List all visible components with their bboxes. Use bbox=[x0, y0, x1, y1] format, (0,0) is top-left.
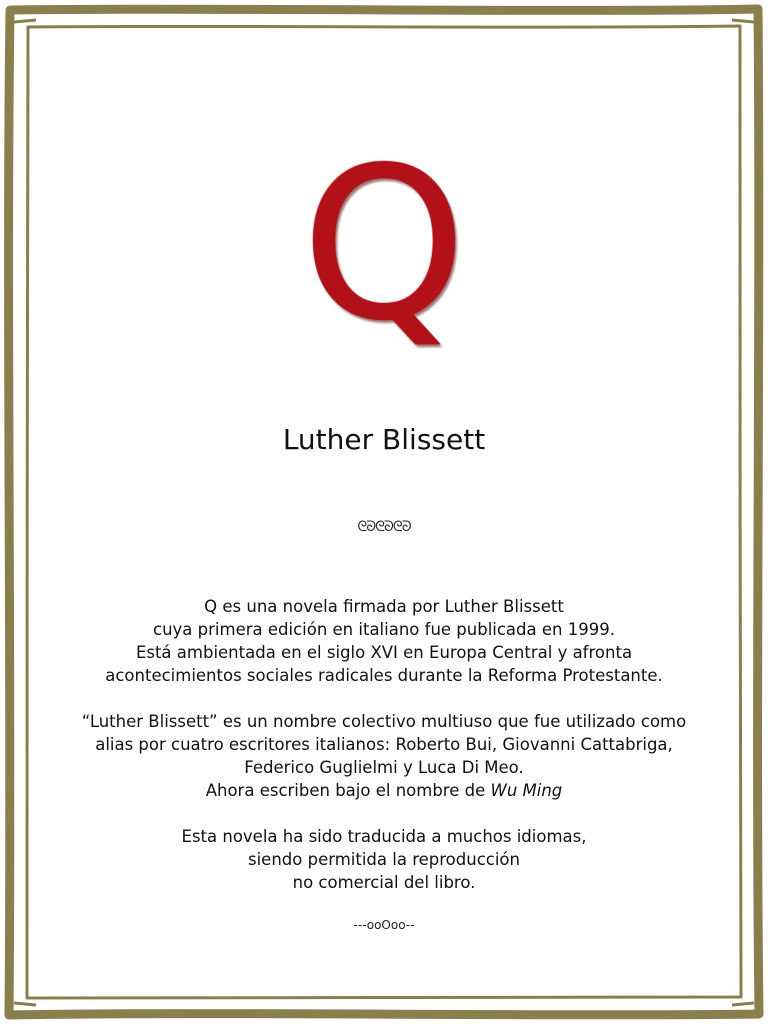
description-line: Está ambientada en el siglo XVI en Europa Central y afronta bbox=[135, 643, 633, 662]
description-line: siendo permitida la reproducción bbox=[248, 850, 520, 869]
description-line: Esta novela ha sido traducida a muchos idiomas, bbox=[181, 827, 587, 846]
pen-name-emphasis: Wu Ming bbox=[490, 781, 563, 800]
ornament-divider: ᘓᘐᘓᘐᘓᘐ bbox=[357, 519, 411, 535]
description-line: no comercial del libro. bbox=[292, 873, 476, 892]
description-text bbox=[60, 595, 708, 917]
description-line-wu-ming bbox=[60, 779, 708, 802]
description-line: acontecimientos sociales radicales durante la Reforma Protestante. bbox=[105, 666, 663, 685]
description-line-prefix: Ahora escriben bajo el nombre de bbox=[205, 781, 491, 800]
author-name: Luther Blissett bbox=[282, 423, 486, 456]
description-line: cuya primera edición en italiano fue publicada en 1999. bbox=[153, 620, 615, 639]
description-paragraph-3 bbox=[60, 825, 708, 894]
description-paragraph-2 bbox=[60, 710, 708, 802]
description-paragraph-1 bbox=[60, 595, 708, 687]
description-line: “Luther Blissett” es un nombre colectivo multiuso que fue utilizado como bbox=[81, 712, 687, 731]
closing-mark: ---ooOoo-- bbox=[353, 918, 415, 932]
title-letter: Q bbox=[301, 122, 467, 367]
description-line: alias por cuatro escritores italianos: Roberto Bui, Giovanni Cattabriga, bbox=[95, 735, 673, 754]
description-line: Federico Guglielmi y Luca Di Meo. bbox=[244, 758, 524, 777]
description-line: Q es una novela firmada por Luther Blissett bbox=[204, 597, 564, 616]
